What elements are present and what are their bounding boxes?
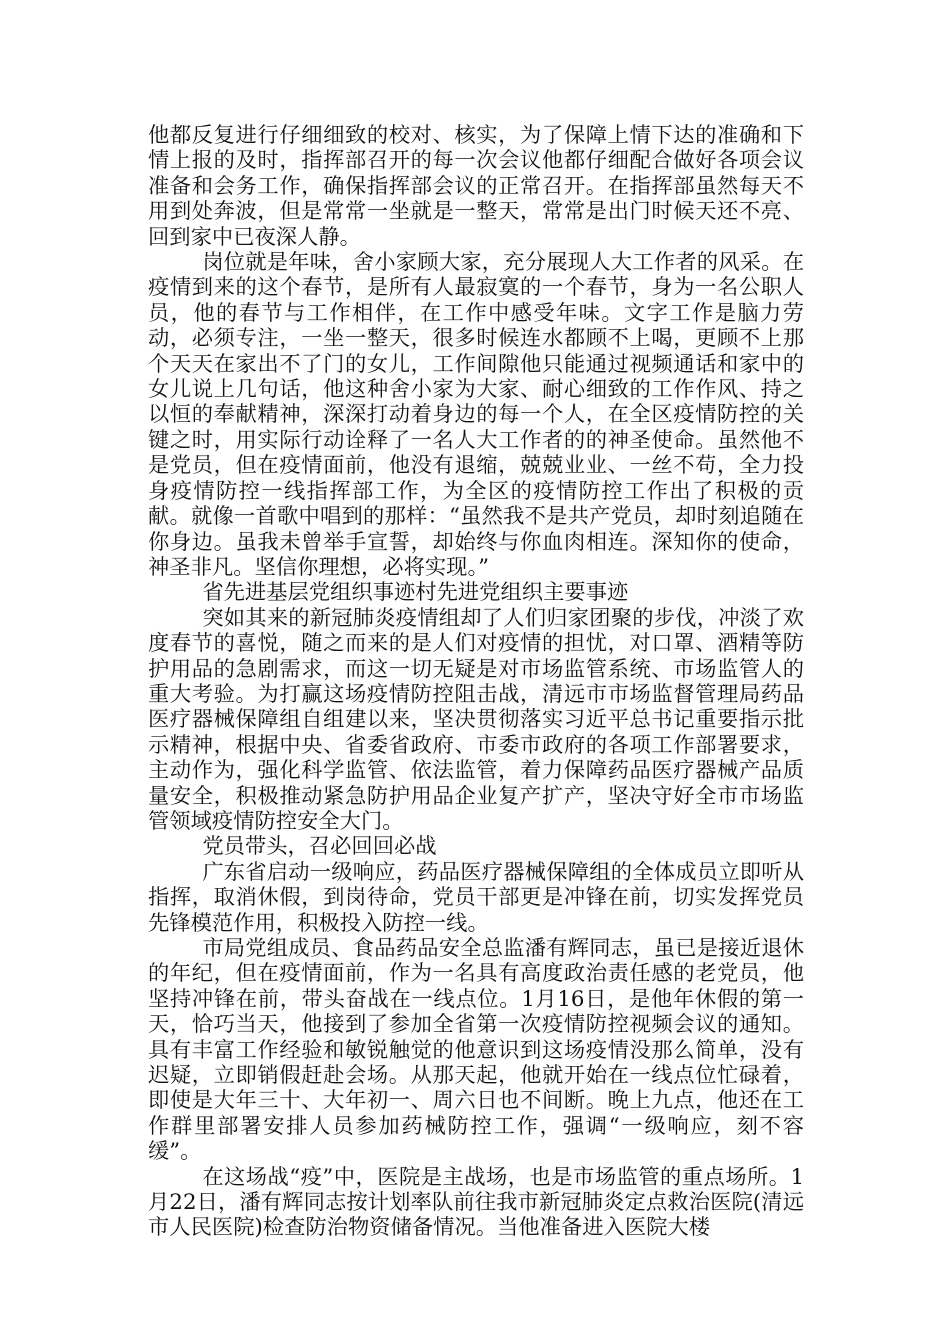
document-page <box>148 123 804 1241</box>
paragraph-7: 市局党组成员、食品药品安全总监潘有辉同志，虽已是接近退休的年纪，但在疫情面前，作为一名具有高度政治责任感的老党员，他坚持冲锋在前，带头奋战在一线点位。1月16日，是他年休假的第一天，恰巧当天，他接到了参加全省第一次疫情防控视频会议的通知。具有丰富工作经验和敏锐触觉的他意识到这场疫情没那么简单，没有迟疑，立即销假赶赴会场。从那天起，他就开始在一线点位忙碌着，即使是大年三十、大年初一、周六日也不间断。晚上九点，他还在工作群里部署安排人员参加药械防控工作，强调“一级响应，刻不容缓”。 <box>148 936 804 1165</box>
paragraph-8: 在这场战“疫”中，医院是主战场，也是市场监管的重点场所。1月22日，潘有辉同志按计划率队前往我市新冠肺炎定点救治医院(清远市人民医院)检查防治物资储备情况。当他准备进入医院大楼 <box>148 1164 804 1241</box>
paragraph-6: 广东省启动一级响应，药品医疗器械保障组的全体成员立即听从指挥，取消休假，到岗待命，党员干部更是冲锋在前，切实发挥党员先锋模范作用，积极投入防控一线。 <box>148 859 804 936</box>
paragraph-4: 突如其来的新冠肺炎疫情组却了人们归家团聚的步伐，冲淡了欢度春节的喜悦，随之而来的是人们对疫情的担忧，对口罩、酒精等防护用品的急剧需求，而这一切无疑是对市场监管系统、市场监管人的重大考验。为打赢这场疫情防控阻击战，清远市市场监督管理局药品医疗器械保障组自组建以来，坚决贯彻落实习近平总书记重要指示批示精神，根据中央、省委省政府、市委市政府的各项工作部署要求，主动作为，强化科学监管、依法监管，着力保障药品医疗器械产品质量安全，积极推动紧急防护用品企业复产扩产，坚决守好全市市场监管领域疫情防控安全大门。 <box>148 605 804 834</box>
paragraph-2: 岗位就是年味，舍小家顾大家，充分展现人大工作者的风采。在疫情到来的这个春节，是所有人最寂寞的一个春节，身为一名公职人员，他的春节与工作相伴，在工作中感受年味。文字工作是脑力劳动，必须专注，一坐一整天，很多时候连水都顾不上喝，更顾不上那个天天在家出不了门的女儿，工作间隙他只能通过视频通话和家中的女儿说上几句话，他这种舍小家为大家、耐心细致的工作作风、持之以恒的奉献精神，深深打动着身边的每一个人，在全区疫情防控的关键之时，用实际行动诠释了一名人大工作者的的神圣使命。虽然他不是党员，但在疫情面前，他没有退缩，兢兢业业、一丝不苟，全力投身疫情防控一线指挥部工作，为全区的疫情防控工作出了积极的贡献。就像一首歌中唱到的那样：“虽然我不是共产党员，却时刻追随在你身边。虽我未曾举手宣誓，却始终与你血肉相连。深知你的使命，神圣非凡。坚信你理想，必将实现。” <box>148 250 804 580</box>
section-heading-party-lead: 党员带头，召必回回必战 <box>202 834 437 860</box>
paragraph-1: 他都反复进行仔细细致的校对、核实，为了保障上情下达的准确和下情上报的及时，指挥部召开的每一次会议他都仔细配合做好各项会议准备和会务工作，确保指挥部会议的正常召开。在指挥部虽然每天不用到处奔波，但是常常一坐就是一整天，常常是出门时候天还不亮、回到家中已夜深人静。 <box>148 123 804 250</box>
section-heading-village: 省先进基层党组织事迹村先进党组织主要事迹 <box>202 580 629 606</box>
